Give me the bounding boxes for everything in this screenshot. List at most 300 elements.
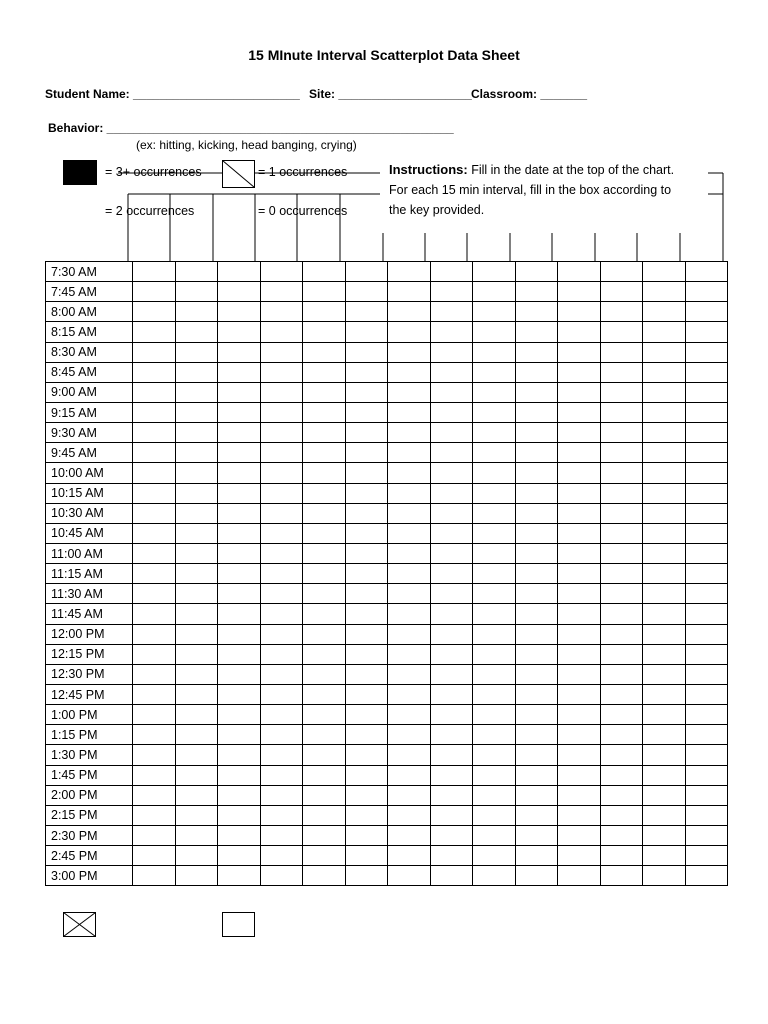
interval-cell[interactable]: [515, 825, 558, 845]
interval-cell[interactable]: [430, 443, 473, 463]
interval-cell[interactable]: [430, 866, 473, 886]
interval-cell[interactable]: [133, 543, 176, 563]
interval-cell[interactable]: [260, 302, 303, 322]
interval-cell[interactable]: [600, 402, 643, 422]
interval-cell[interactable]: [685, 765, 728, 785]
interval-cell[interactable]: [685, 564, 728, 584]
interval-cell[interactable]: [260, 483, 303, 503]
interval-cell[interactable]: [558, 443, 601, 463]
interval-cell[interactable]: [303, 342, 346, 362]
interval-cell[interactable]: [303, 543, 346, 563]
interval-cell[interactable]: [473, 564, 516, 584]
interval-cell[interactable]: [430, 584, 473, 604]
interval-cell[interactable]: [388, 382, 431, 402]
interval-cell[interactable]: [133, 322, 176, 342]
interval-cell[interactable]: [473, 282, 516, 302]
interval-cell[interactable]: [260, 805, 303, 825]
interval-cell[interactable]: [218, 745, 261, 765]
interval-cell[interactable]: [345, 342, 388, 362]
interval-cell[interactable]: [388, 785, 431, 805]
interval-cell[interactable]: [175, 302, 218, 322]
interval-cell[interactable]: [430, 745, 473, 765]
interval-cell[interactable]: [643, 624, 686, 644]
interval-cell[interactable]: [643, 785, 686, 805]
interval-cell[interactable]: [133, 644, 176, 664]
interval-cell[interactable]: [515, 282, 558, 302]
interval-cell[interactable]: [133, 282, 176, 302]
interval-cell[interactable]: [303, 322, 346, 342]
interval-cell[interactable]: [388, 282, 431, 302]
interval-cell[interactable]: [430, 322, 473, 342]
interval-cell[interactable]: [133, 745, 176, 765]
interval-cell[interactable]: [218, 765, 261, 785]
interval-cell[interactable]: [643, 463, 686, 483]
interval-cell[interactable]: [345, 564, 388, 584]
interval-cell[interactable]: [515, 262, 558, 282]
interval-cell[interactable]: [473, 745, 516, 765]
interval-cell[interactable]: [303, 423, 346, 443]
interval-cell[interactable]: [515, 765, 558, 785]
interval-cell[interactable]: [643, 302, 686, 322]
interval-cell[interactable]: [175, 825, 218, 845]
interval-cell[interactable]: [515, 402, 558, 422]
interval-cell[interactable]: [218, 624, 261, 644]
interval-cell[interactable]: [515, 866, 558, 886]
interval-cell[interactable]: [303, 805, 346, 825]
interval-cell[interactable]: [345, 463, 388, 483]
interval-cell[interactable]: [388, 342, 431, 362]
interval-cell[interactable]: [600, 866, 643, 886]
interval-cell[interactable]: [303, 604, 346, 624]
interval-cell[interactable]: [515, 644, 558, 664]
interval-cell[interactable]: [345, 846, 388, 866]
interval-cell[interactable]: [133, 523, 176, 543]
interval-cell[interactable]: [430, 765, 473, 785]
interval-cell[interactable]: [303, 664, 346, 684]
interval-cell[interactable]: [685, 302, 728, 322]
interval-cell[interactable]: [175, 846, 218, 866]
interval-cell[interactable]: [345, 866, 388, 886]
interval-cell[interactable]: [133, 624, 176, 644]
interval-cell[interactable]: [430, 564, 473, 584]
interval-cell[interactable]: [430, 785, 473, 805]
interval-cell[interactable]: [685, 846, 728, 866]
interval-cell[interactable]: [643, 765, 686, 785]
interval-cell[interactable]: [345, 664, 388, 684]
interval-cell[interactable]: [643, 342, 686, 362]
interval-cell[interactable]: [515, 423, 558, 443]
interval-cell[interactable]: [345, 443, 388, 463]
interval-cell[interactable]: [260, 342, 303, 362]
interval-cell[interactable]: [473, 664, 516, 684]
interval-cell[interactable]: [558, 866, 601, 886]
interval-cell[interactable]: [175, 503, 218, 523]
interval-cell[interactable]: [430, 705, 473, 725]
interval-cell[interactable]: [600, 322, 643, 342]
interval-cell[interactable]: [388, 604, 431, 624]
interval-cell[interactable]: [218, 523, 261, 543]
interval-cell[interactable]: [600, 262, 643, 282]
interval-cell[interactable]: [175, 745, 218, 765]
interval-cell[interactable]: [260, 362, 303, 382]
interval-cell[interactable]: [515, 543, 558, 563]
interval-cell[interactable]: [388, 503, 431, 523]
interval-cell[interactable]: [643, 584, 686, 604]
interval-cell[interactable]: [558, 302, 601, 322]
interval-cell[interactable]: [515, 785, 558, 805]
interval-cell[interactable]: [473, 463, 516, 483]
interval-cell[interactable]: [473, 503, 516, 523]
interval-cell[interactable]: [388, 664, 431, 684]
interval-cell[interactable]: [260, 684, 303, 704]
interval-cell[interactable]: [558, 765, 601, 785]
interval-cell[interactable]: [558, 825, 601, 845]
interval-cell[interactable]: [388, 684, 431, 704]
interval-cell[interactable]: [175, 443, 218, 463]
interval-cell[interactable]: [515, 846, 558, 866]
interval-cell[interactable]: [388, 483, 431, 503]
interval-cell[interactable]: [175, 705, 218, 725]
interval-cell[interactable]: [260, 664, 303, 684]
interval-cell[interactable]: [260, 523, 303, 543]
interval-cell[interactable]: [303, 362, 346, 382]
interval-cell[interactable]: [515, 745, 558, 765]
interval-cell[interactable]: [473, 402, 516, 422]
interval-cell[interactable]: [473, 584, 516, 604]
interval-cell[interactable]: [218, 503, 261, 523]
interval-cell[interactable]: [388, 402, 431, 422]
interval-cell[interactable]: [260, 402, 303, 422]
interval-cell[interactable]: [345, 362, 388, 382]
interval-cell[interactable]: [600, 584, 643, 604]
interval-cell[interactable]: [345, 503, 388, 523]
interval-cell[interactable]: [473, 825, 516, 845]
interval-cell[interactable]: [685, 705, 728, 725]
interval-cell[interactable]: [643, 423, 686, 443]
interval-cell[interactable]: [473, 785, 516, 805]
interval-cell[interactable]: [473, 684, 516, 704]
interval-cell[interactable]: [643, 805, 686, 825]
interval-cell[interactable]: [515, 362, 558, 382]
interval-cell[interactable]: [558, 362, 601, 382]
interval-cell[interactable]: [558, 745, 601, 765]
interval-cell[interactable]: [430, 664, 473, 684]
interval-cell[interactable]: [600, 705, 643, 725]
interval-cell[interactable]: [643, 402, 686, 422]
interval-cell[interactable]: [260, 825, 303, 845]
interval-cell[interactable]: [430, 382, 473, 402]
interval-cell[interactable]: [643, 282, 686, 302]
interval-cell[interactable]: [558, 382, 601, 402]
interval-cell[interactable]: [558, 262, 601, 282]
interval-cell[interactable]: [558, 564, 601, 584]
interval-cell[interactable]: [643, 705, 686, 725]
interval-cell[interactable]: [643, 664, 686, 684]
interval-cell[interactable]: [558, 785, 601, 805]
interval-cell[interactable]: [430, 644, 473, 664]
interval-cell[interactable]: [133, 664, 176, 684]
interval-cell[interactable]: [260, 765, 303, 785]
interval-cell[interactable]: [303, 564, 346, 584]
interval-cell[interactable]: [303, 483, 346, 503]
interval-cell[interactable]: [515, 664, 558, 684]
interval-cell[interactable]: [218, 342, 261, 362]
interval-cell[interactable]: [133, 604, 176, 624]
interval-cell[interactable]: [558, 423, 601, 443]
interval-cell[interactable]: [303, 503, 346, 523]
interval-cell[interactable]: [218, 282, 261, 302]
interval-cell[interactable]: [685, 866, 728, 886]
interval-cell[interactable]: [303, 846, 346, 866]
interval-cell[interactable]: [388, 322, 431, 342]
interval-cell[interactable]: [600, 684, 643, 704]
interval-cell[interactable]: [473, 644, 516, 664]
interval-cell[interactable]: [388, 765, 431, 785]
interval-cell[interactable]: [133, 362, 176, 382]
interval-cell[interactable]: [303, 382, 346, 402]
interval-cell[interactable]: [260, 624, 303, 644]
interval-cell[interactable]: [175, 805, 218, 825]
interval-cell[interactable]: [685, 543, 728, 563]
interval-cell[interactable]: [515, 805, 558, 825]
interval-cell[interactable]: [133, 382, 176, 402]
interval-cell[interactable]: [685, 463, 728, 483]
interval-cell[interactable]: [600, 624, 643, 644]
interval-cell[interactable]: [303, 684, 346, 704]
interval-cell[interactable]: [388, 705, 431, 725]
interval-cell[interactable]: [218, 463, 261, 483]
interval-cell[interactable]: [473, 725, 516, 745]
interval-cell[interactable]: [345, 402, 388, 422]
interval-cell[interactable]: [643, 382, 686, 402]
interval-cell[interactable]: [473, 624, 516, 644]
interval-cell[interactable]: [218, 402, 261, 422]
interval-cell[interactable]: [685, 262, 728, 282]
interval-cell[interactable]: [133, 725, 176, 745]
interval-cell[interactable]: [685, 785, 728, 805]
interval-cell[interactable]: [600, 725, 643, 745]
interval-cell[interactable]: [303, 302, 346, 322]
interval-cell[interactable]: [430, 362, 473, 382]
interval-cell[interactable]: [345, 523, 388, 543]
interval-cell[interactable]: [218, 825, 261, 845]
interval-cell[interactable]: [345, 745, 388, 765]
interval-cell[interactable]: [473, 322, 516, 342]
interval-cell[interactable]: [218, 664, 261, 684]
interval-cell[interactable]: [303, 866, 346, 886]
interval-cell[interactable]: [218, 483, 261, 503]
interval-cell[interactable]: [600, 785, 643, 805]
interval-cell[interactable]: [515, 523, 558, 543]
interval-cell[interactable]: [430, 846, 473, 866]
interval-cell[interactable]: [558, 725, 601, 745]
interval-cell[interactable]: [558, 523, 601, 543]
interval-cell[interactable]: [388, 564, 431, 584]
interval-cell[interactable]: [133, 302, 176, 322]
classroom-field[interactable]: Classroom: _______: [471, 87, 588, 101]
interval-cell[interactable]: [175, 624, 218, 644]
interval-cell[interactable]: [558, 805, 601, 825]
interval-cell[interactable]: [303, 825, 346, 845]
interval-cell[interactable]: [388, 745, 431, 765]
interval-cell[interactable]: [175, 262, 218, 282]
interval-cell[interactable]: [345, 322, 388, 342]
interval-cell[interactable]: [600, 745, 643, 765]
interval-cell[interactable]: [345, 302, 388, 322]
interval-cell[interactable]: [473, 423, 516, 443]
interval-cell[interactable]: [388, 825, 431, 845]
interval-cell[interactable]: [303, 624, 346, 644]
interval-cell[interactable]: [218, 564, 261, 584]
interval-cell[interactable]: [643, 644, 686, 664]
interval-cell[interactable]: [260, 745, 303, 765]
interval-cell[interactable]: [643, 846, 686, 866]
interval-cell[interactable]: [685, 423, 728, 443]
interval-cell[interactable]: [643, 543, 686, 563]
interval-cell[interactable]: [600, 825, 643, 845]
interval-cell[interactable]: [515, 684, 558, 704]
interval-cell[interactable]: [473, 262, 516, 282]
interval-cell[interactable]: [388, 543, 431, 563]
interval-cell[interactable]: [133, 765, 176, 785]
interval-cell[interactable]: [515, 503, 558, 523]
interval-cell[interactable]: [685, 382, 728, 402]
interval-cell[interactable]: [643, 866, 686, 886]
interval-cell[interactable]: [685, 342, 728, 362]
interval-cell[interactable]: [303, 725, 346, 745]
interval-cell[interactable]: [303, 765, 346, 785]
interval-cell[interactable]: [388, 302, 431, 322]
interval-cell[interactable]: [133, 805, 176, 825]
interval-cell[interactable]: [133, 866, 176, 886]
interval-cell[interactable]: [558, 644, 601, 664]
interval-cell[interactable]: [260, 725, 303, 745]
interval-cell[interactable]: [430, 825, 473, 845]
interval-cell[interactable]: [260, 503, 303, 523]
interval-cell[interactable]: [558, 705, 601, 725]
interval-cell[interactable]: [430, 262, 473, 282]
interval-cell[interactable]: [218, 785, 261, 805]
interval-cell[interactable]: [430, 402, 473, 422]
interval-cell[interactable]: [260, 443, 303, 463]
interval-cell[interactable]: [558, 684, 601, 704]
interval-cell[interactable]: [175, 866, 218, 886]
interval-cell[interactable]: [345, 604, 388, 624]
interval-cell[interactable]: [515, 624, 558, 644]
interval-cell[interactable]: [685, 282, 728, 302]
interval-cell[interactable]: [260, 463, 303, 483]
interval-cell[interactable]: [430, 483, 473, 503]
interval-cell[interactable]: [685, 644, 728, 664]
interval-cell[interactable]: [515, 483, 558, 503]
interval-cell[interactable]: [600, 503, 643, 523]
interval-cell[interactable]: [600, 382, 643, 402]
interval-cell[interactable]: [218, 362, 261, 382]
interval-cell[interactable]: [685, 745, 728, 765]
interval-cell[interactable]: [600, 805, 643, 825]
interval-cell[interactable]: [430, 503, 473, 523]
interval-cell[interactable]: [643, 443, 686, 463]
interval-cell[interactable]: [473, 604, 516, 624]
site-field[interactable]: Site: ____________________: [309, 87, 472, 101]
interval-cell[interactable]: [175, 342, 218, 362]
interval-cell[interactable]: [218, 846, 261, 866]
interval-cell[interactable]: [175, 523, 218, 543]
interval-cell[interactable]: [600, 543, 643, 563]
interval-cell[interactable]: [345, 423, 388, 443]
interval-cell[interactable]: [558, 846, 601, 866]
behavior-field[interactable]: Behavior: ____________________________________________________: [48, 121, 454, 135]
interval-cell[interactable]: [260, 262, 303, 282]
interval-cell[interactable]: [260, 785, 303, 805]
interval-cell[interactable]: [260, 705, 303, 725]
interval-cell[interactable]: [558, 624, 601, 644]
interval-cell[interactable]: [303, 523, 346, 543]
interval-cell[interactable]: [685, 483, 728, 503]
interval-cell[interactable]: [303, 785, 346, 805]
interval-cell[interactable]: [133, 846, 176, 866]
interval-cell[interactable]: [685, 825, 728, 845]
interval-cell[interactable]: [430, 523, 473, 543]
interval-cell[interactable]: [260, 866, 303, 886]
interval-cell[interactable]: [175, 785, 218, 805]
interval-cell[interactable]: [388, 866, 431, 886]
interval-cell[interactable]: [473, 362, 516, 382]
interval-cell[interactable]: [218, 705, 261, 725]
interval-cell[interactable]: [303, 644, 346, 664]
interval-cell[interactable]: [643, 523, 686, 543]
interval-cell[interactable]: [218, 543, 261, 563]
interval-cell[interactable]: [175, 463, 218, 483]
interval-cell[interactable]: [345, 543, 388, 563]
interval-cell[interactable]: [175, 765, 218, 785]
interval-cell[interactable]: [558, 503, 601, 523]
interval-cell[interactable]: [345, 705, 388, 725]
interval-cell[interactable]: [303, 705, 346, 725]
interval-cell[interactable]: [303, 282, 346, 302]
interval-cell[interactable]: [133, 402, 176, 422]
interval-cell[interactable]: [473, 342, 516, 362]
interval-cell[interactable]: [643, 262, 686, 282]
interval-cell[interactable]: [558, 664, 601, 684]
interval-cell[interactable]: [558, 584, 601, 604]
interval-cell[interactable]: [260, 564, 303, 584]
interval-cell[interactable]: [600, 342, 643, 362]
interval-cell[interactable]: [558, 604, 601, 624]
interval-cell[interactable]: [218, 322, 261, 342]
interval-cell[interactable]: [430, 725, 473, 745]
interval-cell[interactable]: [175, 684, 218, 704]
interval-cell[interactable]: [388, 523, 431, 543]
interval-cell[interactable]: [430, 684, 473, 704]
interval-cell[interactable]: [345, 765, 388, 785]
interval-cell[interactable]: [643, 725, 686, 745]
interval-cell[interactable]: [473, 805, 516, 825]
interval-cell[interactable]: [685, 725, 728, 745]
interval-cell[interactable]: [515, 302, 558, 322]
interval-cell[interactable]: [260, 644, 303, 664]
interval-cell[interactable]: [175, 725, 218, 745]
interval-cell[interactable]: [345, 382, 388, 402]
interval-cell[interactable]: [345, 785, 388, 805]
interval-cell[interactable]: [600, 362, 643, 382]
interval-cell[interactable]: [558, 483, 601, 503]
interval-cell[interactable]: [558, 282, 601, 302]
interval-cell[interactable]: [303, 262, 346, 282]
interval-cell[interactable]: [515, 382, 558, 402]
interval-cell[interactable]: [430, 342, 473, 362]
interval-cell[interactable]: [643, 322, 686, 342]
